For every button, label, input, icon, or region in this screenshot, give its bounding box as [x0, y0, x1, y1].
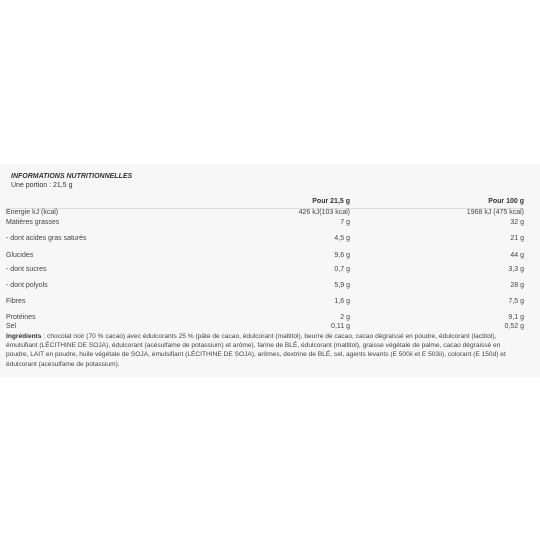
row-value-portion: 1,6 g	[334, 298, 350, 305]
ingredients-label: Ingrédients	[6, 333, 42, 340]
table-row	[0, 219, 540, 229]
row-value-100g: 0,52 g	[504, 323, 524, 330]
row-value-portion: 4,5 g	[334, 235, 350, 242]
row-label: - dont polyols	[6, 282, 48, 289]
row-value-portion: 7 g	[340, 219, 350, 226]
row-value-portion: 2 g	[340, 314, 350, 321]
row-value-portion: 426 kJ(103 kcal)	[298, 209, 350, 216]
portion-size: Une portion : 21,5 g	[11, 182, 73, 189]
row-value-100g: 1968 kJ (475 kcal)	[466, 209, 524, 216]
table-row	[0, 298, 540, 308]
row-label: Glucides	[6, 252, 34, 259]
row-label: - dont acides gras saturés	[6, 235, 87, 242]
row-label: Protéines	[6, 314, 36, 321]
row-label: - dont sucres	[6, 266, 47, 273]
column-header-100g: Pour 100 g	[488, 198, 524, 205]
nutrition-title: INFORMATIONS NUTRITIONNELLES	[11, 173, 133, 180]
table-row	[0, 252, 540, 262]
row-value-portion: 9,6 g	[334, 252, 350, 259]
row-value-portion: 5,9 g	[334, 282, 350, 289]
row-label: Sel	[6, 323, 17, 330]
column-header-portion: Pour 21,5 g	[312, 198, 350, 205]
table-row	[0, 266, 540, 276]
row-value-100g: 3,3 g	[508, 266, 524, 273]
row-label: Fibres	[6, 298, 26, 305]
nutrition-panel	[0, 164, 540, 377]
table-row	[0, 209, 540, 219]
row-value-100g: 44 g	[510, 252, 524, 259]
table-row	[0, 282, 540, 292]
row-value-portion: 0,11 g	[331, 323, 350, 330]
row-value-100g: 28 g	[510, 282, 524, 289]
row-value-100g: 7,5 g	[508, 298, 524, 305]
ingredients-text	[6, 332, 518, 369]
table-row	[0, 235, 540, 245]
row-value-portion: 0,7 g	[334, 266, 350, 273]
ingredients-list: : chocolat noir (70 % cacao) avec édulcorants 25 % (pâte de cacao, édulcorant (maltitol), beurre de cacao, cacao dégraissé en poudre, édulcorant (lactitol), émulsifiant (LÉCITHINE DE SOJA), édulcorant (acésulfame de potassium) et arôme), farine de BLÉ, édulcorant (maltitol), graisse végétale de palme, cacao dégraissé en poudre, LAIT en poudre, huile végétale de SOJA, émulsifiant (LÉCITHINE DE SOJA), arômes, dextrine de BLÉ, sel, agents levants (E 500ii et E 503ii), colorant (E 150d) et édulcorant (acésulfame de potassium).	[6, 333, 506, 368]
row-value-100g: 9,1 g	[508, 314, 524, 321]
row-label: Energie kJ (kcal)	[6, 209, 59, 216]
row-label: Matières grasses	[6, 219, 60, 226]
row-value-100g: 32 g	[510, 219, 524, 226]
row-value-100g: 21 g	[510, 235, 524, 242]
